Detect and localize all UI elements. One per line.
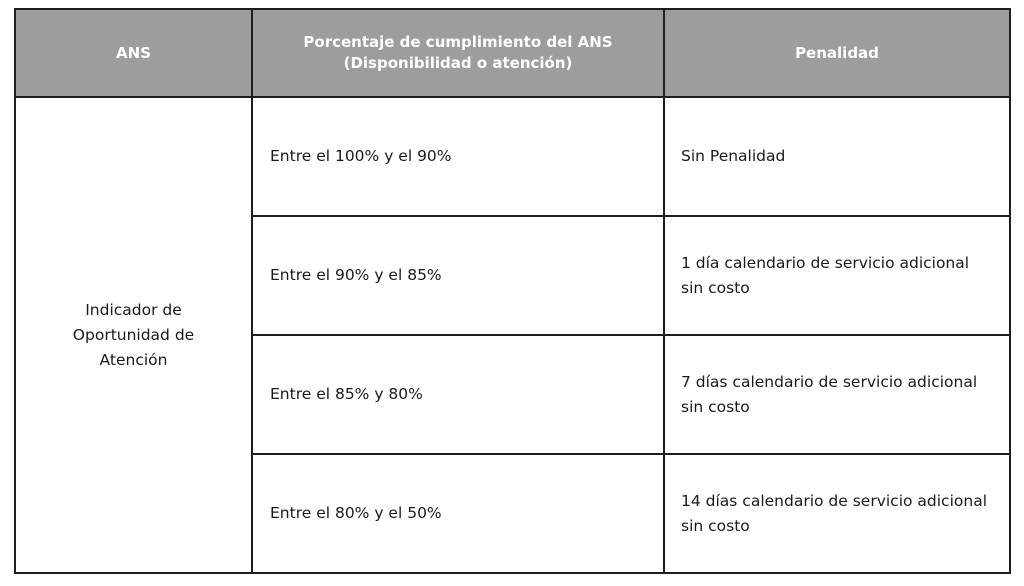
header-row (15, 9, 1010, 97)
percentage-cell: Entre el 100% y el 90% (252, 97, 664, 216)
penalty-cell: 7 días calendario de servicio adicional sin costo (664, 335, 1010, 454)
header-percentage: Porcentaje de cumplimiento del ANS (Disponibilidad o atención) (252, 9, 664, 97)
ans-penalty-table (14, 8, 1011, 574)
percentage-cell: Entre el 80% y el 50% (252, 454, 664, 573)
percentage-cell: Entre el 90% y el 85% (252, 216, 664, 335)
table-row (15, 97, 1010, 216)
penalty-cell: 1 día calendario de servicio adicional sin costo (664, 216, 1010, 335)
penalty-cell: 14 días calendario de servicio adicional sin costo (664, 454, 1010, 573)
indicator-cell: Indicador de Oportunidad de Atención (15, 97, 252, 573)
penalty-cell: Sin Penalidad (664, 97, 1010, 216)
header-penalty: Penalidad (664, 9, 1010, 97)
percentage-cell: Entre el 85% y 80% (252, 335, 664, 454)
header-ans: ANS (15, 9, 252, 97)
